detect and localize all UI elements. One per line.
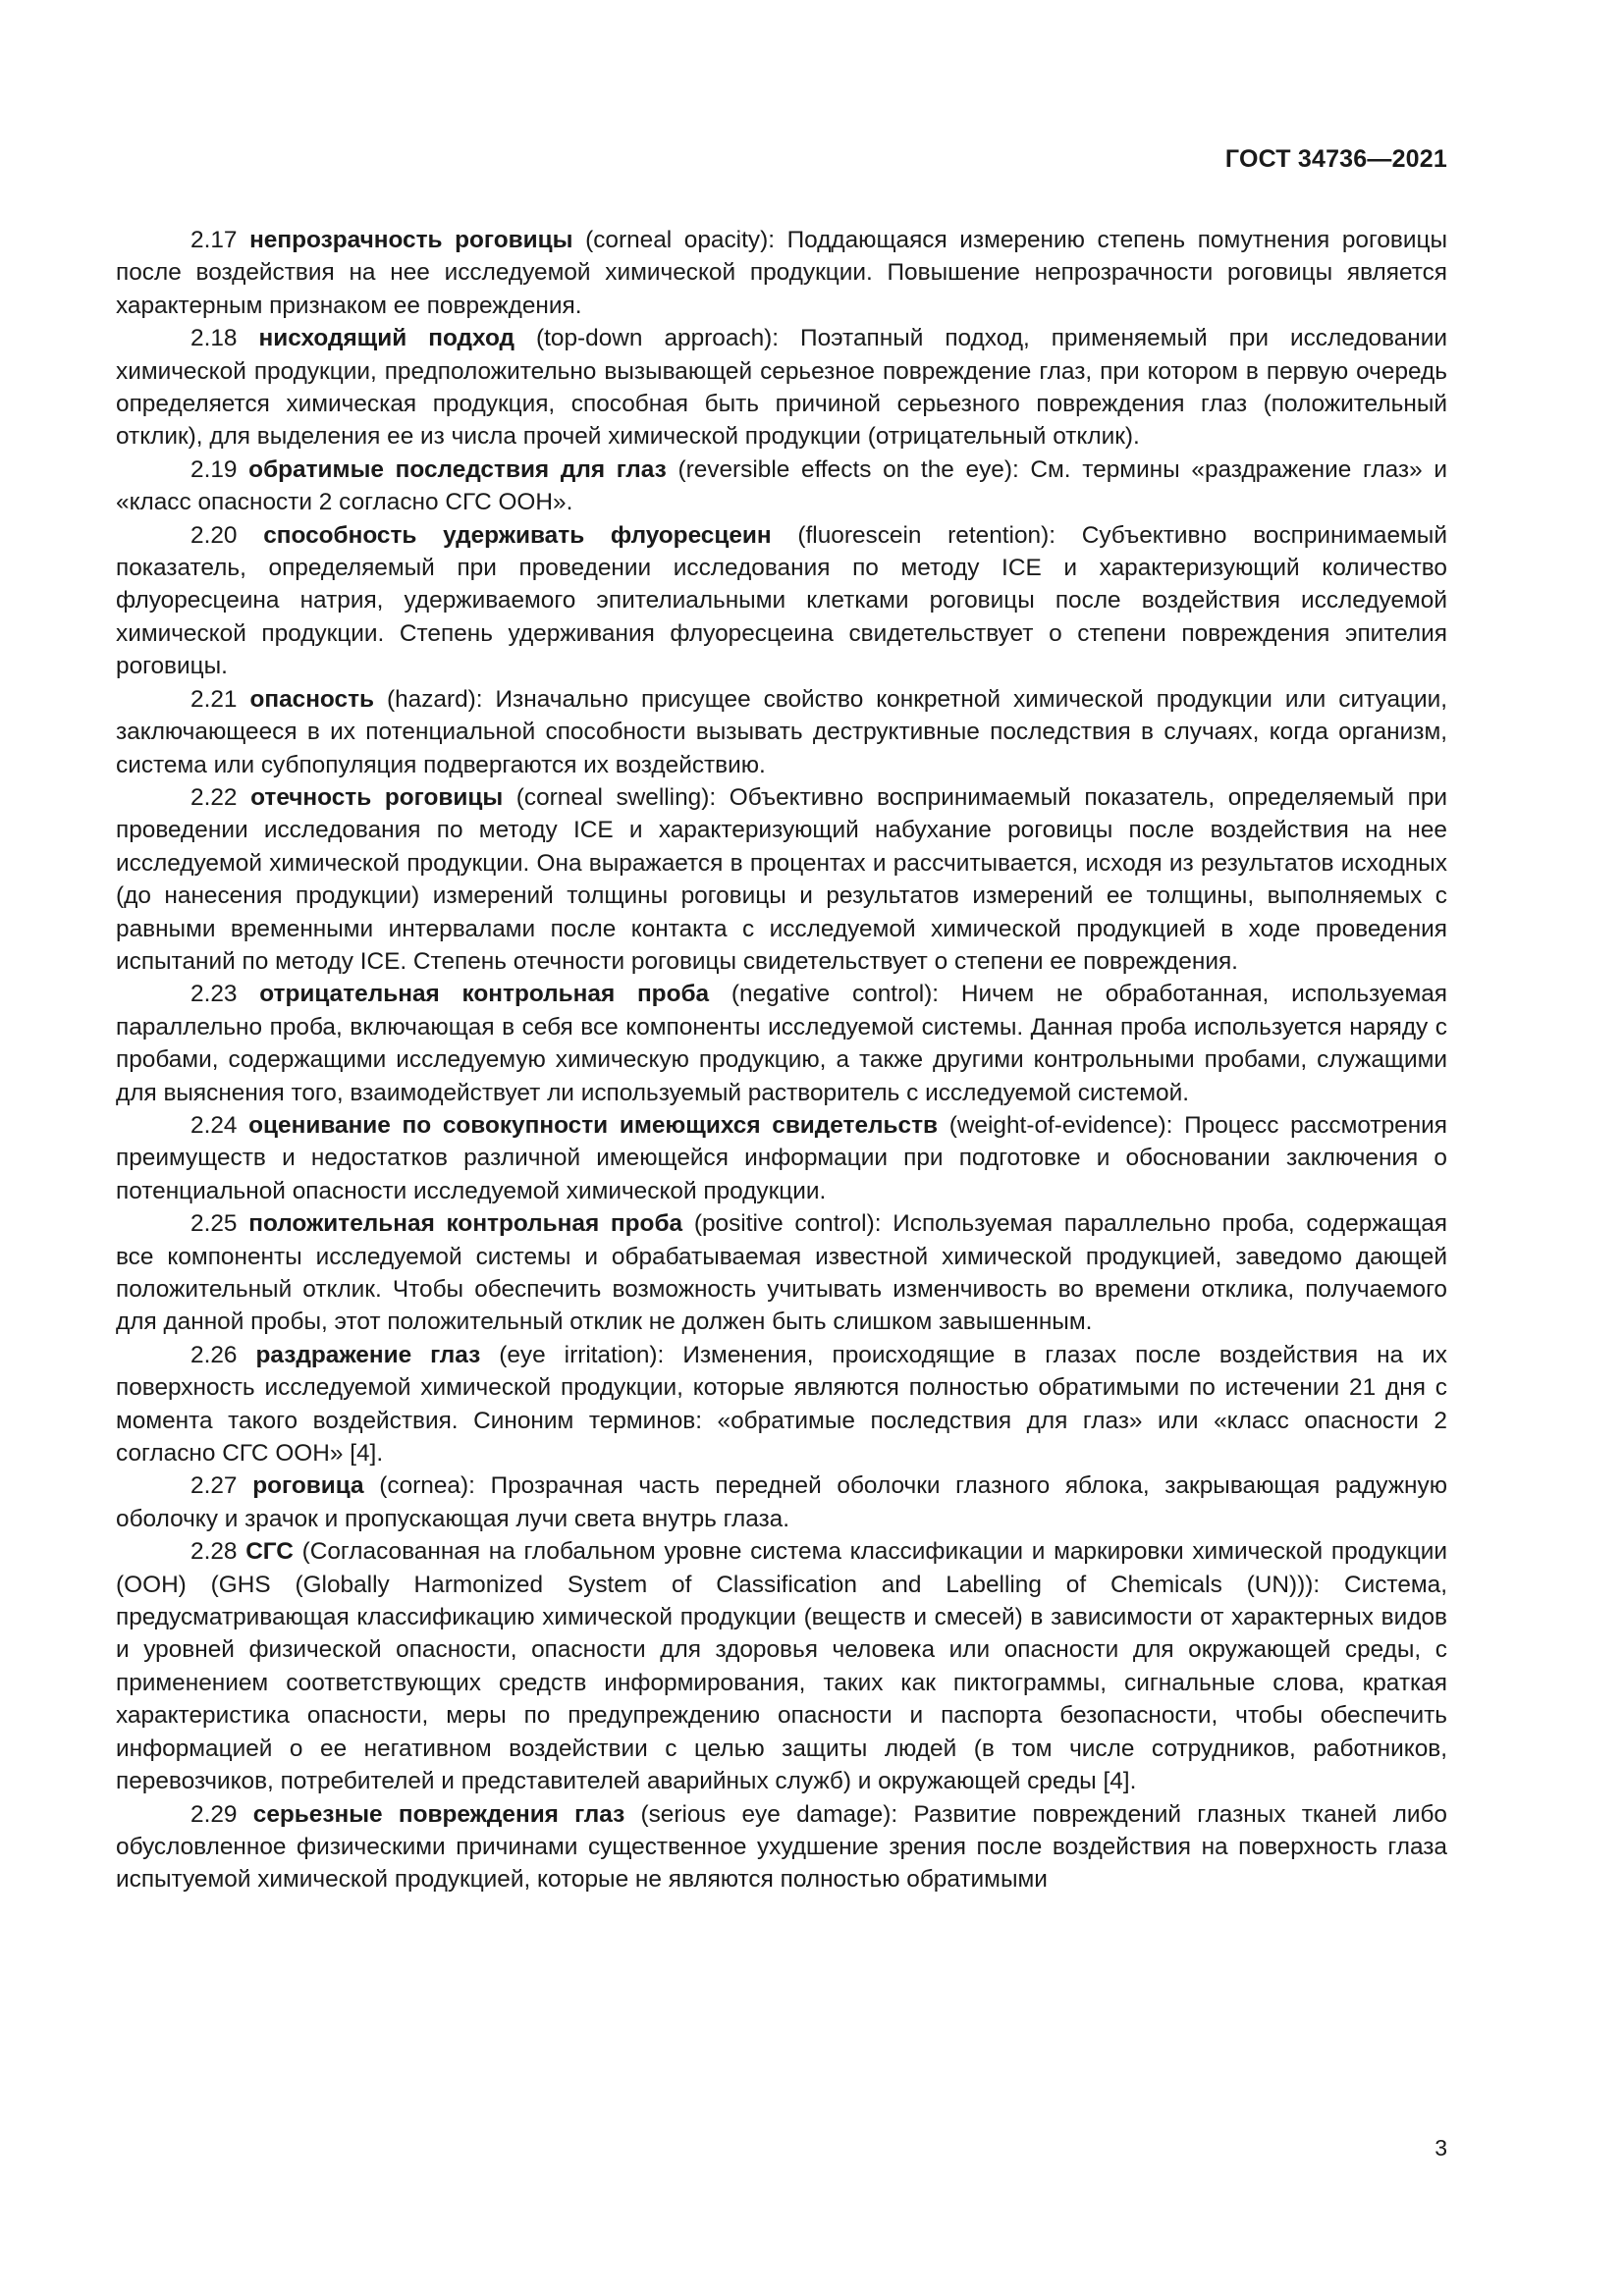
term-entry (116, 1207, 1447, 1339)
term-title: СГС (245, 1538, 294, 1566)
term-english: (Согласованная на глобальном уровне система классификации и маркировки химической продукции (ООН) (GHS (Globally Harmonized System of Classification and Labelling of Chemicals (UN))): (116, 1538, 1447, 1598)
term-title: опасность (249, 685, 375, 713)
term-definition: Изменения, происходящие в глазах после воздействия на их поверхность исследуемой химической продукции, которые являются полностью обратимыми по истечении 21 дня с момента такого воздействия. Синоним терминов: «обратимые последствия для глаз» или «класс опасности 2 согласно СГС ООН» [4]. (116, 1341, 1447, 1468)
terms-list (116, 224, 1447, 1896)
term-title: раздражение глаз (255, 1341, 481, 1368)
term-english: (serious eye damage): (624, 1800, 914, 1828)
page-number: 3 (1435, 2135, 1447, 2161)
term-title: роговица (252, 1472, 364, 1500)
term-definition: См. термины «раздражение глаз» и «класс опасности 2 согласно СГС ООН». (116, 455, 1447, 516)
term-number: 2.28 (190, 1538, 238, 1566)
term-entry (116, 1109, 1447, 1207)
term-number: 2.27 (190, 1472, 238, 1500)
term-entry (116, 1535, 1447, 1797)
term-english: (reversible effects on the eye): (666, 455, 1031, 483)
term-entry (116, 683, 1447, 781)
term-english: (fluorescein retention): (771, 521, 1082, 549)
term-english: (corneal opacity): (572, 227, 787, 253)
term-definition: Система, предусматривающая классификацию химической продукции (веществ и смесей) в зависимости от характерных видов и уровней физической опасности, опасности для здоровья человека или опасности для окружающей среды, с применением соответствующих средств информирования, таких как пиктограммы, сигнальные слова, краткая характеристика опасности, меры по предупреждению опасности и паспорта безопасности, чтобы обеспечить информацией о ее негативном воздействии с целью защиты людей (в том числе сотрудников, работников, перевозчиков, потребителей и представителей аварийных служб) и окружающей среды [4]. (116, 1571, 1447, 1795)
term-english: (weight-of-evidence): (938, 1111, 1185, 1139)
term-number: 2.22 (190, 783, 238, 811)
term-number: 2.21 (190, 685, 238, 713)
term-definition: Поэтапный подход, применяемый при исследовании химической продукции, предположительно вызывающей серьезное повреждение глаз, при котором в первую очередь определяется химическая продукция, способная быть причиной серьезного повреждения глаз (положительный отклик), для выделения ее из числа прочей химической продукции (отрицательный отклик). (116, 325, 1448, 451)
term-definition: Ничем не обработанная, используемая параллельно проба, включающая в себя все компоненты исследуемой системы. Данная проба используется наряду с пробами, содержащими исследуемую химическую продукцию, а также другими контрольными пробами, служащими для выяснения того, взаимодействует ли используемый растворитель с исследуемой системой. (116, 981, 1447, 1106)
term-english: (positive control): (682, 1210, 893, 1238)
term-entry (116, 1469, 1447, 1535)
term-definition: Процесс рассмотрения преимуществ и недостатков различной имеющейся информации при подготовке и обосновании заключения о потенциальной опасности исследуемой химической продукции. (116, 1111, 1448, 1204)
term-number: 2.26 (190, 1341, 238, 1368)
document-code: ГОСТ 34736—2021 (1224, 145, 1447, 173)
term-number: 2.25 (190, 1210, 238, 1238)
term-number: 2.19 (190, 455, 238, 483)
term-title: серьезные повреждения глаз (252, 1800, 625, 1828)
term-entry (116, 224, 1447, 322)
term-definition: Поддающаяся измерению степень помутнения роговицы после воздействия на нее исследуемой химической продукции. Повышение непрозрачности роговицы является характерным признаком ее повреждения. (116, 227, 1447, 319)
term-entry (116, 519, 1447, 683)
term-english: (hazard): (374, 685, 496, 713)
term-english: (corneal swelling): (503, 783, 730, 811)
term-title: отрицательная контрольная проба (259, 981, 710, 1008)
term-definition: Объективно воспринимаемый показатель, определяемый при проведении исследования по методу ICE и характеризующий набухание роговицы после воздействия на нее исследуемой химической продукции. Она выражается в процентах и рассчитывается, исходя из результатов исходных (до нанесения продукции) измерений толщины роговицы и результатов измерений ее толщины, выполняемых с равными временными интервалами после контакта с исследуемой химической продукцией в ходе проведения испытаний по методу ICE. Степень отечности роговицы свидетельствует о степени ее повреждения. (116, 783, 1448, 975)
term-english: (eye irritation): (480, 1341, 683, 1368)
term-definition: Используемая параллельно проба, содержащая все компоненты исследуемой системы и обрабатываемая известной химической продукцией, заведомо дающей положительный отклик. Чтобы обеспечить возможность учитывать изменчивость во времени отклика, получаемого для данной пробы, этот положительный отклик не должен быть слишком завышенным. (116, 1210, 1448, 1336)
term-title: способность удерживать флуоресцеин (263, 521, 772, 549)
term-entry (116, 1798, 1447, 1896)
term-definition: Изначально присущее свойство конкретной химической продукции или ситуации, заключающееся в их потенциальной способности вызывать деструктивные последствия в случаях, когда организм, система или субпопуляция подвергаются их воздействию. (116, 685, 1448, 778)
term-number: 2.29 (190, 1800, 238, 1828)
term-number: 2.24 (190, 1111, 238, 1139)
term-entry (116, 454, 1447, 519)
term-title: нисходящий подход (258, 325, 515, 352)
term-definition: Развитие повреждений глазных тканей либо обусловленное физическими причинами существенное ухудшение зрения после воздействия на поверхность глаза испытуемой химической продукцией, которые не являются полностью обратимыми (116, 1800, 1447, 1894)
term-title: положительная контрольная проба (248, 1210, 683, 1238)
term-english: (top-down approach): (514, 325, 801, 352)
term-number: 2.18 (190, 325, 238, 352)
term-number: 2.20 (190, 521, 238, 549)
term-entry (116, 781, 1447, 978)
term-definition: Прозрачная часть передней оболочки глазного яблока, закрывающая радужную оболочку и зрачок и пропускающая лучи света внутрь глаза. (116, 1472, 1447, 1532)
term-title: непрозрачность роговицы (249, 227, 573, 253)
term-number: 2.23 (190, 981, 238, 1008)
term-entry (116, 978, 1447, 1109)
term-number: 2.17 (190, 227, 238, 253)
term-english: (cornea): (363, 1472, 491, 1500)
term-title: оценивание по совокупности имеющихся свидетельств (248, 1111, 939, 1139)
term-title: отечность роговицы (250, 783, 504, 811)
term-entry (116, 1339, 1447, 1470)
term-english: (negative control): (709, 981, 961, 1008)
term-entry (116, 322, 1447, 454)
term-title: обратимые последствия для глаз (248, 455, 667, 483)
term-definition: Субъективно воспринимаемый показатель, определяемый при проведении исследования по методу ICE и характеризующий количество флуоресцеина натрия, удерживаемого эпителиальными клетками роговицы после воздействия исследуемой химической продукции. Степень удерживания флуоресцеина свидетельствует о степени повреждения эпителия роговицы. (116, 521, 1447, 680)
